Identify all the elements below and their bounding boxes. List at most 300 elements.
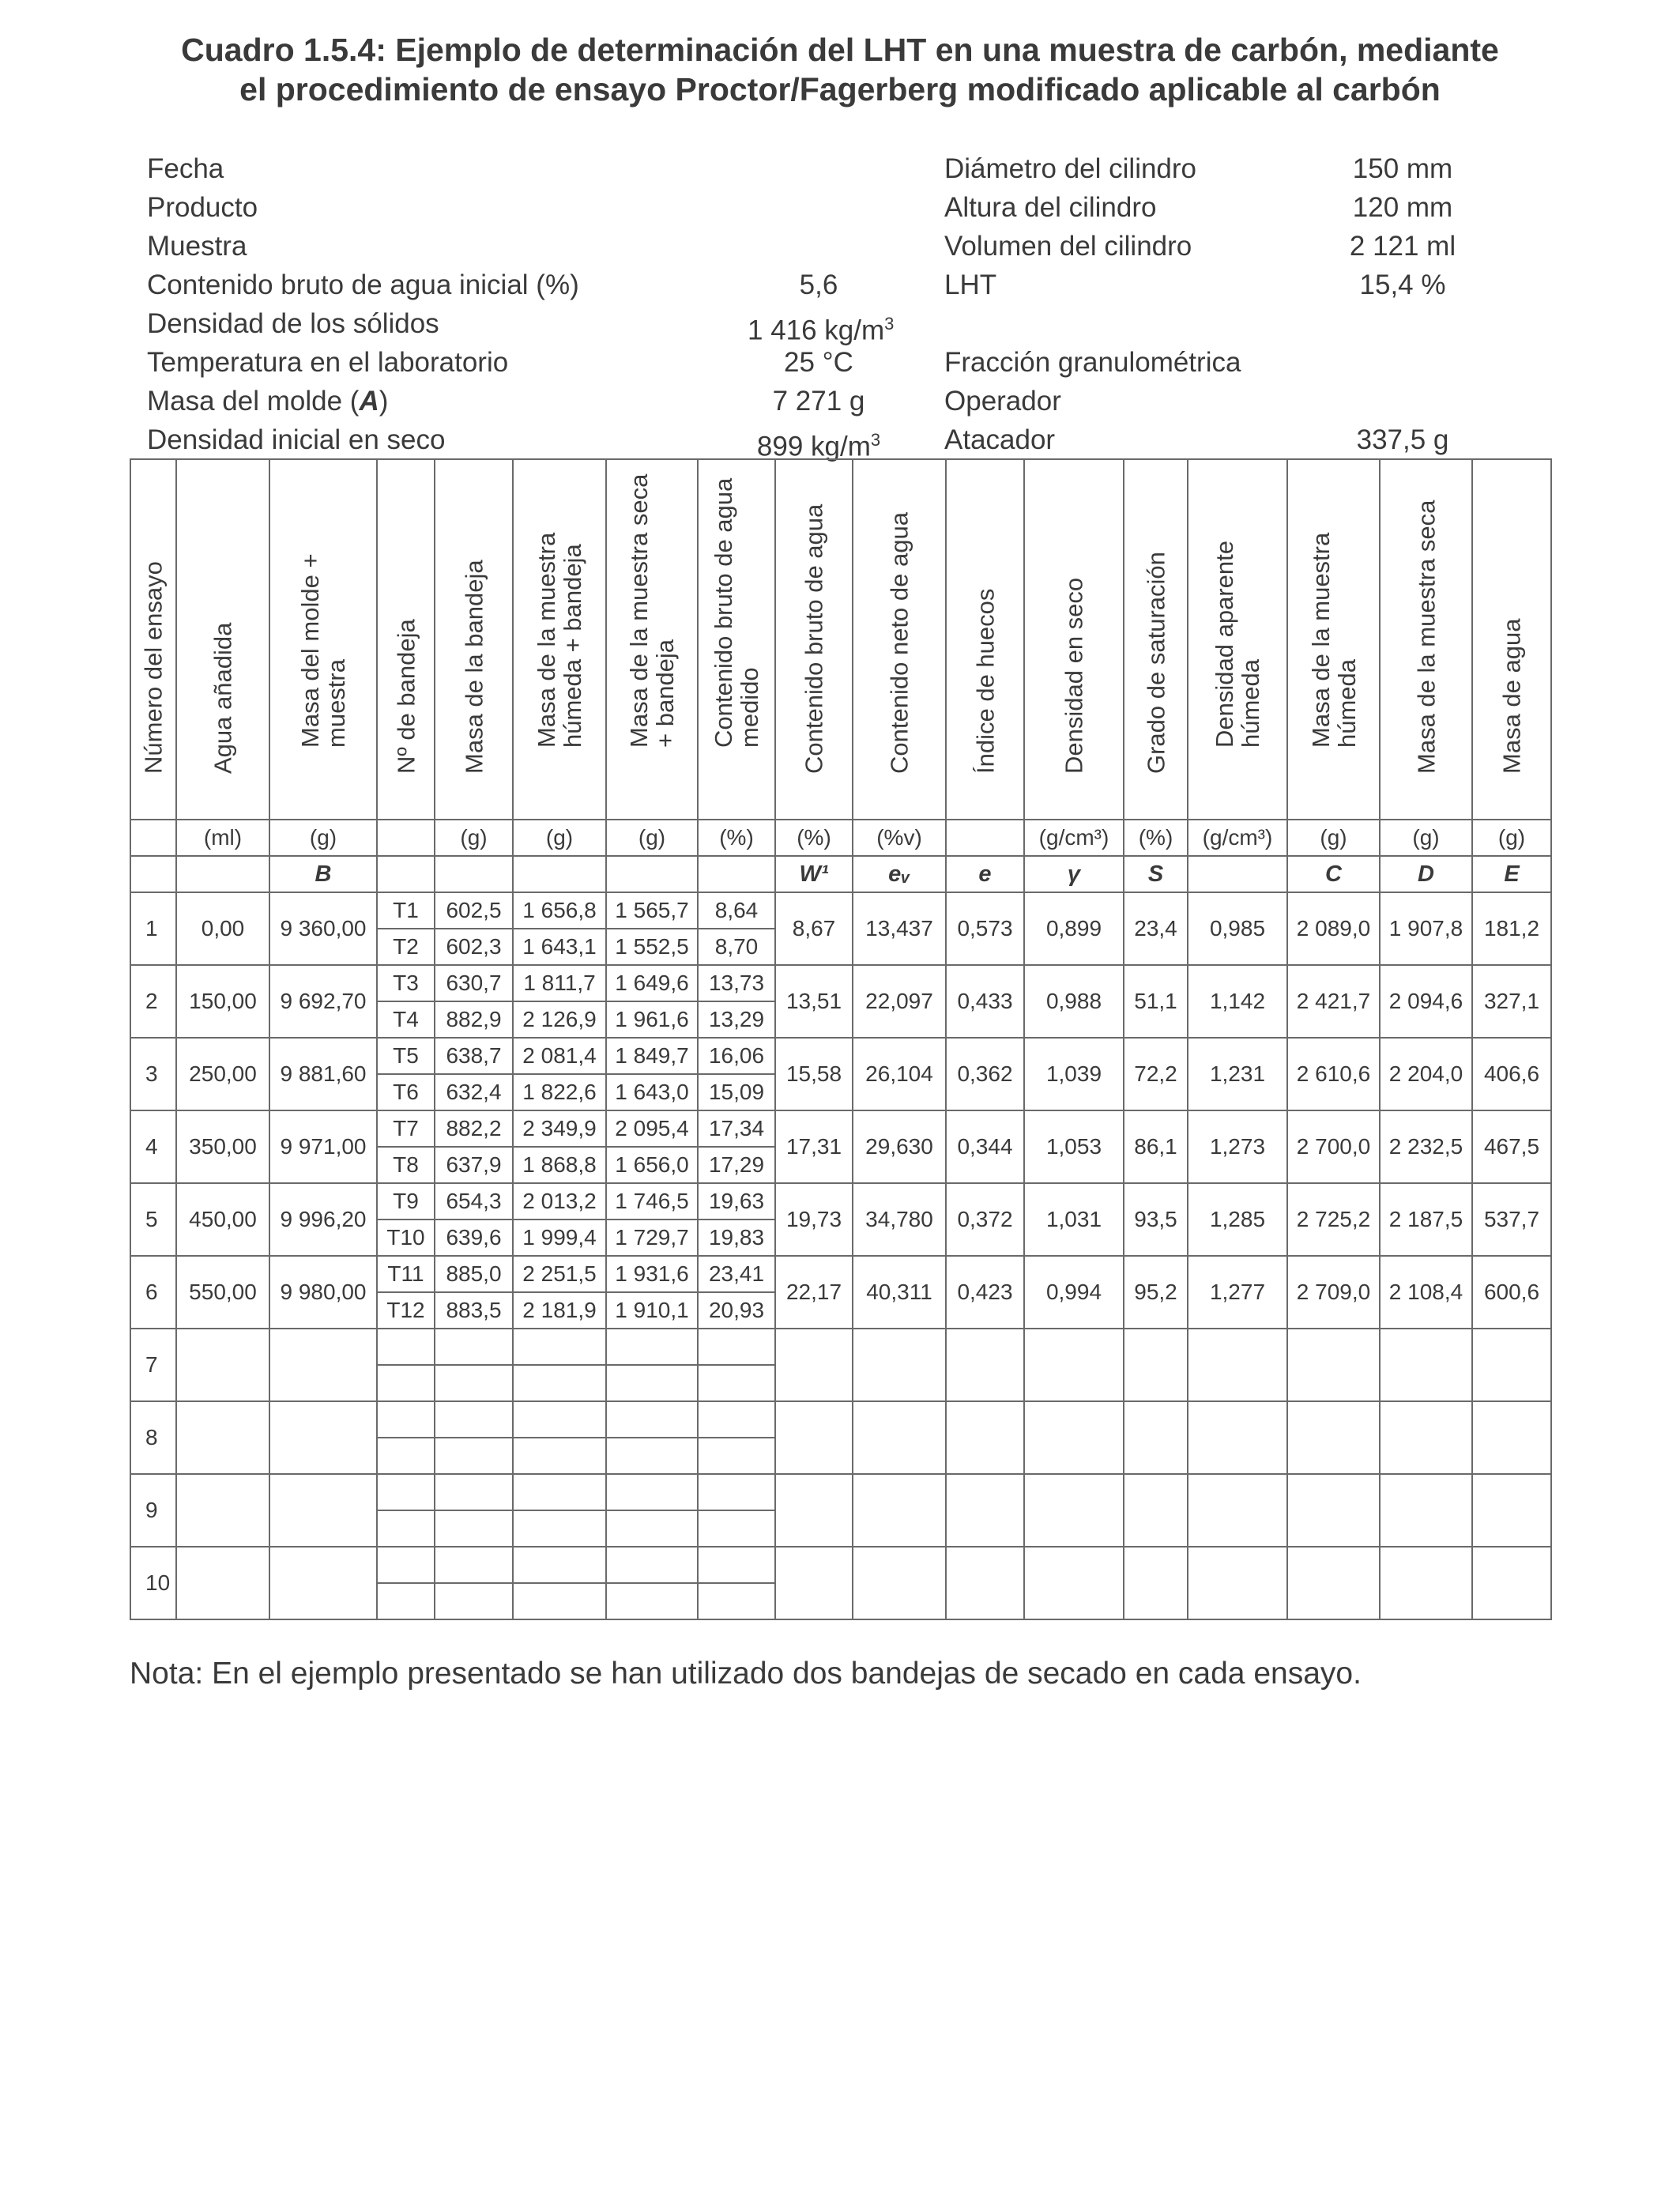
cell-result <box>853 1329 946 1401</box>
cell-water: 550,00 <box>176 1256 269 1329</box>
cell-tray <box>377 1438 435 1474</box>
cell-tray: 885,0 <box>435 1256 513 1292</box>
cell-dry: 1 729,7 <box>606 1220 698 1256</box>
unit-cell: (%v) <box>853 820 946 856</box>
cell-wet: 1 999,4 <box>513 1220 606 1256</box>
cell-tray <box>435 1474 513 1510</box>
unit-cell: (g/cm³) <box>1024 820 1124 856</box>
info-left-row <box>147 266 913 304</box>
info-left-row <box>147 382 913 420</box>
cell-wet: 2 013,2 <box>513 1183 606 1220</box>
cell-result <box>853 1474 946 1547</box>
cell-moist: 19,63 <box>698 1183 775 1220</box>
cell-tray <box>513 1547 606 1583</box>
cell-tray: 637,9 <box>435 1147 513 1183</box>
cell-net: 13,437 <box>853 892 946 965</box>
cell-n: 6 <box>130 1256 176 1329</box>
unit-cell: (g) <box>1472 820 1551 856</box>
cell-tray <box>513 1401 606 1438</box>
cell-wet: 2 251,5 <box>513 1256 606 1292</box>
cell-water: 150,00 <box>176 965 269 1038</box>
cell-n: 5 <box>130 1183 176 1256</box>
unit-cell <box>377 820 435 856</box>
cell-wet: 1 811,7 <box>513 965 606 1001</box>
cell-tray: 639,6 <box>435 1220 513 1256</box>
cell-tray <box>606 1583 698 1619</box>
cell-mold: 9 996,20 <box>269 1183 377 1256</box>
cell-tray <box>698 1547 775 1583</box>
cell-E: 327,1 <box>1472 965 1551 1038</box>
cell-C: 2 610,6 <box>1287 1038 1380 1110</box>
cell-sat: 93,5 <box>1124 1183 1188 1256</box>
cell-result <box>946 1474 1024 1547</box>
cell-moist: 15,09 <box>698 1074 775 1110</box>
cell-result <box>1124 1329 1188 1401</box>
cell-n: 9 <box>130 1474 176 1547</box>
cell-tray: 632,4 <box>435 1074 513 1110</box>
symbol-cell: E <box>1472 856 1551 892</box>
cell-result <box>1024 1329 1124 1401</box>
info-label: Densidad inicial en seco <box>147 424 446 455</box>
cell-result <box>1024 1401 1124 1474</box>
cell-drydens: 1,039 <box>1024 1038 1124 1110</box>
cell-result <box>853 1547 946 1619</box>
cell-appdens: 1,277 <box>1188 1256 1287 1329</box>
cell-voids: 0,573 <box>946 892 1024 965</box>
cell-result <box>1287 1329 1380 1401</box>
cell-mold: 9 881,60 <box>269 1038 377 1110</box>
cell-drydens: 0,994 <box>1024 1256 1124 1329</box>
cell-tray <box>513 1365 606 1401</box>
cell-moist: 23,41 <box>698 1256 775 1292</box>
cell-moist: 16,06 <box>698 1038 775 1074</box>
cell-tray <box>606 1547 698 1583</box>
cell-n: 8 <box>130 1401 176 1474</box>
cell-result <box>775 1474 853 1547</box>
info-right-row <box>944 382 1553 420</box>
cell-mold: 9 971,00 <box>269 1110 377 1183</box>
column-header: Masa de agua <box>1472 459 1551 820</box>
cell-water <box>176 1474 269 1547</box>
cell-net: 34,780 <box>853 1183 946 1256</box>
cell-water: 450,00 <box>176 1183 269 1256</box>
cell-wet: 2 349,9 <box>513 1110 606 1147</box>
column-header: Masa de la muestra seca <box>1380 459 1472 820</box>
unit-cell: (%) <box>698 820 775 856</box>
cell-id: T12 <box>377 1292 435 1329</box>
title-line-2: el procedimiento de ensayo Proctor/Fagerberg modificado aplicable al carbón <box>239 71 1441 107</box>
column-header: Grado de saturación <box>1124 459 1188 820</box>
info-label: Volumen del cilindro <box>944 231 1192 262</box>
cell-tray <box>606 1474 698 1510</box>
cell-water <box>176 1329 269 1401</box>
cell-voids: 0,362 <box>946 1038 1024 1110</box>
cell-wet: 2 126,9 <box>513 1001 606 1038</box>
cell-sat: 95,2 <box>1124 1256 1188 1329</box>
symbol-cell: eᵥ <box>853 856 946 892</box>
info-right-row <box>944 149 1553 188</box>
empty-row <box>130 1329 1551 1365</box>
cell-id: T5 <box>377 1038 435 1074</box>
info-label: Fracción granulométrica <box>944 347 1241 378</box>
cell-drydens: 1,053 <box>1024 1110 1124 1183</box>
cell-voids: 0,423 <box>946 1256 1024 1329</box>
cell-net: 40,311 <box>853 1256 946 1329</box>
header-row <box>130 459 1551 820</box>
cell-tray <box>698 1583 775 1619</box>
cell-D: 2 094,6 <box>1380 965 1472 1038</box>
cell-dry: 1 849,7 <box>606 1038 698 1074</box>
cell-tray <box>435 1401 513 1438</box>
cell-tray: 883,5 <box>435 1292 513 1329</box>
cell-n: 1 <box>130 892 176 965</box>
info-label: LHT <box>944 270 997 300</box>
cell-result <box>1287 1401 1380 1474</box>
cell-voids: 0,433 <box>946 965 1024 1038</box>
cell-drydens: 0,988 <box>1024 965 1124 1038</box>
column-header: Densidad en seco <box>1024 459 1124 820</box>
cell-tray <box>698 1438 775 1474</box>
empty-row <box>130 1474 1551 1510</box>
cell-appdens: 1,273 <box>1188 1110 1287 1183</box>
cell-wet: 1 868,8 <box>513 1147 606 1183</box>
cell-moist: 19,83 <box>698 1220 775 1256</box>
cell-C: 2 700,0 <box>1287 1110 1380 1183</box>
unit-cell: (g/cm³) <box>1188 820 1287 856</box>
cell-tray <box>435 1583 513 1619</box>
info-right-row <box>944 227 1553 266</box>
cell-n: 10 <box>130 1547 176 1619</box>
info-left-row <box>147 227 913 266</box>
symbol-cell <box>1188 856 1287 892</box>
cell-id: T2 <box>377 929 435 965</box>
info-left-row <box>147 420 913 462</box>
unit-cell: (g) <box>269 820 377 856</box>
info-right-row <box>944 266 1553 304</box>
cell-E: 406,6 <box>1472 1038 1551 1110</box>
info-value: 2 121 ml <box>1349 231 1456 262</box>
column-header: Masa de la muestra húmeda <box>1287 459 1380 820</box>
column-header: Contenido neto de agua <box>853 459 946 820</box>
info-left-row <box>147 188 913 227</box>
unit-cell: (%) <box>1124 820 1188 856</box>
cell-gross: 15,58 <box>775 1038 853 1110</box>
info-left-row <box>147 149 913 188</box>
cell-mold <box>269 1547 377 1619</box>
info-value: 120 mm <box>1352 192 1453 223</box>
info-label: Temperatura en el laboratorio <box>147 347 509 378</box>
cell-result <box>946 1401 1024 1474</box>
cell-result <box>1287 1474 1380 1547</box>
symbol-cell <box>698 856 775 892</box>
cell-dry: 1 649,6 <box>606 965 698 1001</box>
unit-cell: (g) <box>606 820 698 856</box>
info-right-block <box>944 149 1553 459</box>
cell-result <box>1472 1474 1551 1547</box>
cell-result <box>1124 1547 1188 1619</box>
cell-tray <box>513 1583 606 1619</box>
cell-id: T9 <box>377 1183 435 1220</box>
cell-tray <box>435 1438 513 1474</box>
cell-sat: 23,4 <box>1124 892 1188 965</box>
units-row <box>130 820 1551 856</box>
column-header: Masa del molde + muestra <box>269 459 377 820</box>
cell-result <box>1472 1547 1551 1619</box>
cell-moist: 8,70 <box>698 929 775 965</box>
table-title <box>0 30 1680 109</box>
cell-wet: 1 656,8 <box>513 892 606 929</box>
info-right-row <box>944 188 1553 227</box>
cell-id: T8 <box>377 1147 435 1183</box>
column-header: Agua añadida <box>176 459 269 820</box>
info-left-row <box>147 304 913 346</box>
symbol-cell <box>435 856 513 892</box>
cell-net: 29,630 <box>853 1110 946 1183</box>
cell-tray: 638,7 <box>435 1038 513 1074</box>
cell-tray <box>513 1510 606 1547</box>
cell-moist: 8,64 <box>698 892 775 929</box>
cell-D: 1 907,8 <box>1380 892 1472 965</box>
info-right-row <box>944 304 1553 343</box>
symbol-cell: D <box>1380 856 1472 892</box>
cell-appdens: 0,985 <box>1188 892 1287 965</box>
info-right-row <box>944 420 1553 459</box>
cell-C: 2 709,0 <box>1287 1256 1380 1329</box>
info-value: 7 271 g <box>772 386 865 417</box>
empty-row <box>130 1401 1551 1438</box>
cell-mold: 9 360,00 <box>269 892 377 965</box>
cell-result <box>853 1401 946 1474</box>
info-label: Atacador <box>944 424 1056 455</box>
info-value: 15,4 % <box>1359 270 1446 300</box>
cell-gross: 8,67 <box>775 892 853 965</box>
cell-mold <box>269 1329 377 1401</box>
table-row <box>130 965 1551 1001</box>
cell-drydens: 0,899 <box>1024 892 1124 965</box>
cell-D: 2 108,4 <box>1380 1256 1472 1329</box>
cell-tray: 882,2 <box>435 1110 513 1147</box>
info-value: 5,6 <box>799 270 838 300</box>
results-table <box>130 458 1552 1620</box>
info-left-row <box>147 343 913 382</box>
cell-E: 467,5 <box>1472 1110 1551 1183</box>
cell-result <box>1380 1401 1472 1474</box>
cell-water <box>176 1547 269 1619</box>
cell-tray <box>435 1547 513 1583</box>
cell-n: 7 <box>130 1329 176 1401</box>
cell-result <box>1472 1329 1551 1401</box>
column-header: Índice de huecos <box>946 459 1024 820</box>
cell-wet: 2 181,9 <box>513 1292 606 1329</box>
unit-cell: (g) <box>1287 820 1380 856</box>
symbol-cell: B <box>269 856 377 892</box>
cell-id: T1 <box>377 892 435 929</box>
cell-dry: 1 910,1 <box>606 1292 698 1329</box>
cell-moist: 17,34 <box>698 1110 775 1147</box>
cell-appdens: 1,285 <box>1188 1183 1287 1256</box>
cell-mold <box>269 1401 377 1474</box>
cell-result <box>775 1547 853 1619</box>
unit-cell: (g) <box>513 820 606 856</box>
cell-id: T3 <box>377 965 435 1001</box>
cell-tray <box>377 1547 435 1583</box>
cell-gross: 22,17 <box>775 1256 853 1329</box>
cell-mold <box>269 1474 377 1547</box>
unit-cell: (g) <box>435 820 513 856</box>
info-label: Operador <box>944 386 1061 417</box>
symbol-cell: C <box>1287 856 1380 892</box>
symbol-cell <box>513 856 606 892</box>
cell-dry: 1 643,0 <box>606 1074 698 1110</box>
column-header: Masa de la muestra seca + bandeja <box>606 459 698 820</box>
unit-cell: (ml) <box>176 820 269 856</box>
cell-gross: 13,51 <box>775 965 853 1038</box>
cell-tray <box>698 1510 775 1547</box>
symbol-cell: W¹ <box>775 856 853 892</box>
unit-cell: (g) <box>1380 820 1472 856</box>
cell-tray <box>435 1365 513 1401</box>
cell-result <box>946 1329 1024 1401</box>
cell-water: 350,00 <box>176 1110 269 1183</box>
info-label: Fecha <box>147 153 224 184</box>
table-row <box>130 892 1551 929</box>
cell-net: 26,104 <box>853 1038 946 1110</box>
cell-sat: 86,1 <box>1124 1110 1188 1183</box>
cell-appdens: 1,231 <box>1188 1038 1287 1110</box>
cell-tray: 602,5 <box>435 892 513 929</box>
cell-tray <box>377 1474 435 1510</box>
cell-dry: 1 746,5 <box>606 1183 698 1220</box>
cell-sat: 72,2 <box>1124 1038 1188 1110</box>
cell-tray <box>377 1401 435 1438</box>
cell-dry: 1 565,7 <box>606 892 698 929</box>
cell-tray <box>377 1329 435 1365</box>
cell-mold: 9 980,00 <box>269 1256 377 1329</box>
cell-tray <box>606 1365 698 1401</box>
cell-voids: 0,372 <box>946 1183 1024 1256</box>
cell-wet: 1 643,1 <box>513 929 606 965</box>
cell-gross: 19,73 <box>775 1183 853 1256</box>
cell-id: T11 <box>377 1256 435 1292</box>
cell-dry: 2 095,4 <box>606 1110 698 1147</box>
cell-tray <box>513 1438 606 1474</box>
symbol-cell <box>130 856 176 892</box>
cell-result <box>775 1401 853 1474</box>
cell-moist: 13,73 <box>698 965 775 1001</box>
cell-tray <box>377 1583 435 1619</box>
info-label: Muestra <box>147 231 247 262</box>
cell-tray <box>606 1438 698 1474</box>
column-header: Masa de la muestra húmeda + bandeja <box>513 459 606 820</box>
cell-tray: 630,7 <box>435 965 513 1001</box>
cell-n: 2 <box>130 965 176 1038</box>
info-value: 337,5 g <box>1356 424 1449 455</box>
symbol-cell: S <box>1124 856 1188 892</box>
cell-E: 537,7 <box>1472 1183 1551 1256</box>
cell-tray <box>435 1329 513 1365</box>
cell-id: T4 <box>377 1001 435 1038</box>
column-header: Número del ensayo <box>130 459 176 820</box>
cell-result <box>775 1329 853 1401</box>
cell-result <box>1188 1401 1287 1474</box>
cell-moist: 13,29 <box>698 1001 775 1038</box>
symbol-cell: e <box>946 856 1024 892</box>
footnote: Nota: En el ejemplo presentado se han utilizado dos bandejas de secado en cada ensayo. <box>130 1657 1362 1691</box>
column-header: Contenido bruto de agua <box>775 459 853 820</box>
info-label: Contenido bruto de agua inicial (%) <box>147 270 579 300</box>
info-value: 150 mm <box>1352 153 1453 184</box>
cell-tray <box>513 1474 606 1510</box>
cell-moist: 20,93 <box>698 1292 775 1329</box>
empty-row <box>130 1547 1551 1583</box>
unit-cell: (%) <box>775 820 853 856</box>
cell-result <box>1124 1401 1188 1474</box>
table-row <box>130 1110 1551 1147</box>
unit-cell <box>946 820 1024 856</box>
cell-dry: 1 931,6 <box>606 1256 698 1292</box>
cell-drydens: 1,031 <box>1024 1183 1124 1256</box>
cell-dry: 1 961,6 <box>606 1001 698 1038</box>
info-right-row <box>944 343 1553 382</box>
cell-tray <box>698 1474 775 1510</box>
cell-appdens: 1,142 <box>1188 965 1287 1038</box>
cell-result <box>1380 1329 1472 1401</box>
column-header: Masa de la bandeja <box>435 459 513 820</box>
cell-result <box>1188 1474 1287 1547</box>
cell-result <box>1124 1474 1188 1547</box>
cell-tray: 654,3 <box>435 1183 513 1220</box>
cell-tray <box>606 1510 698 1547</box>
info-label: Producto <box>147 192 258 223</box>
info-value: 25 °C <box>784 347 853 378</box>
cell-tray <box>606 1329 698 1365</box>
cell-tray: 602,3 <box>435 929 513 965</box>
cell-dry: 1 552,5 <box>606 929 698 965</box>
cell-voids: 0,344 <box>946 1110 1024 1183</box>
cell-C: 2 421,7 <box>1287 965 1380 1038</box>
cell-n: 4 <box>130 1110 176 1183</box>
cell-result <box>946 1547 1024 1619</box>
symbol-cell <box>176 856 269 892</box>
cell-n: 3 <box>130 1038 176 1110</box>
cell-wet: 1 822,6 <box>513 1074 606 1110</box>
cell-D: 2 187,5 <box>1380 1183 1472 1256</box>
cell-result <box>1380 1474 1472 1547</box>
cell-tray <box>377 1365 435 1401</box>
cell-dry: 1 656,0 <box>606 1147 698 1183</box>
cell-water <box>176 1401 269 1474</box>
cell-gross: 17,31 <box>775 1110 853 1183</box>
cell-moist: 17,29 <box>698 1147 775 1183</box>
cell-result <box>1287 1547 1380 1619</box>
symbol-cell <box>377 856 435 892</box>
cell-mold: 9 692,70 <box>269 965 377 1038</box>
cell-tray <box>513 1329 606 1365</box>
info-label: Altura del cilindro <box>944 192 1157 223</box>
cell-C: 2 089,0 <box>1287 892 1380 965</box>
cell-D: 2 232,5 <box>1380 1110 1472 1183</box>
cell-E: 181,2 <box>1472 892 1551 965</box>
cell-tray <box>606 1401 698 1438</box>
info-value: 1 416 $kg/m^3$ <box>748 314 895 346</box>
cell-sat: 51,1 <box>1124 965 1188 1038</box>
cell-water: 0,00 <box>176 892 269 965</box>
unit-cell <box>130 820 176 856</box>
table-row <box>130 1038 1551 1074</box>
cell-water: 250,00 <box>176 1038 269 1110</box>
cell-net: 22,097 <box>853 965 946 1038</box>
cell-D: 2 204,0 <box>1380 1038 1472 1110</box>
